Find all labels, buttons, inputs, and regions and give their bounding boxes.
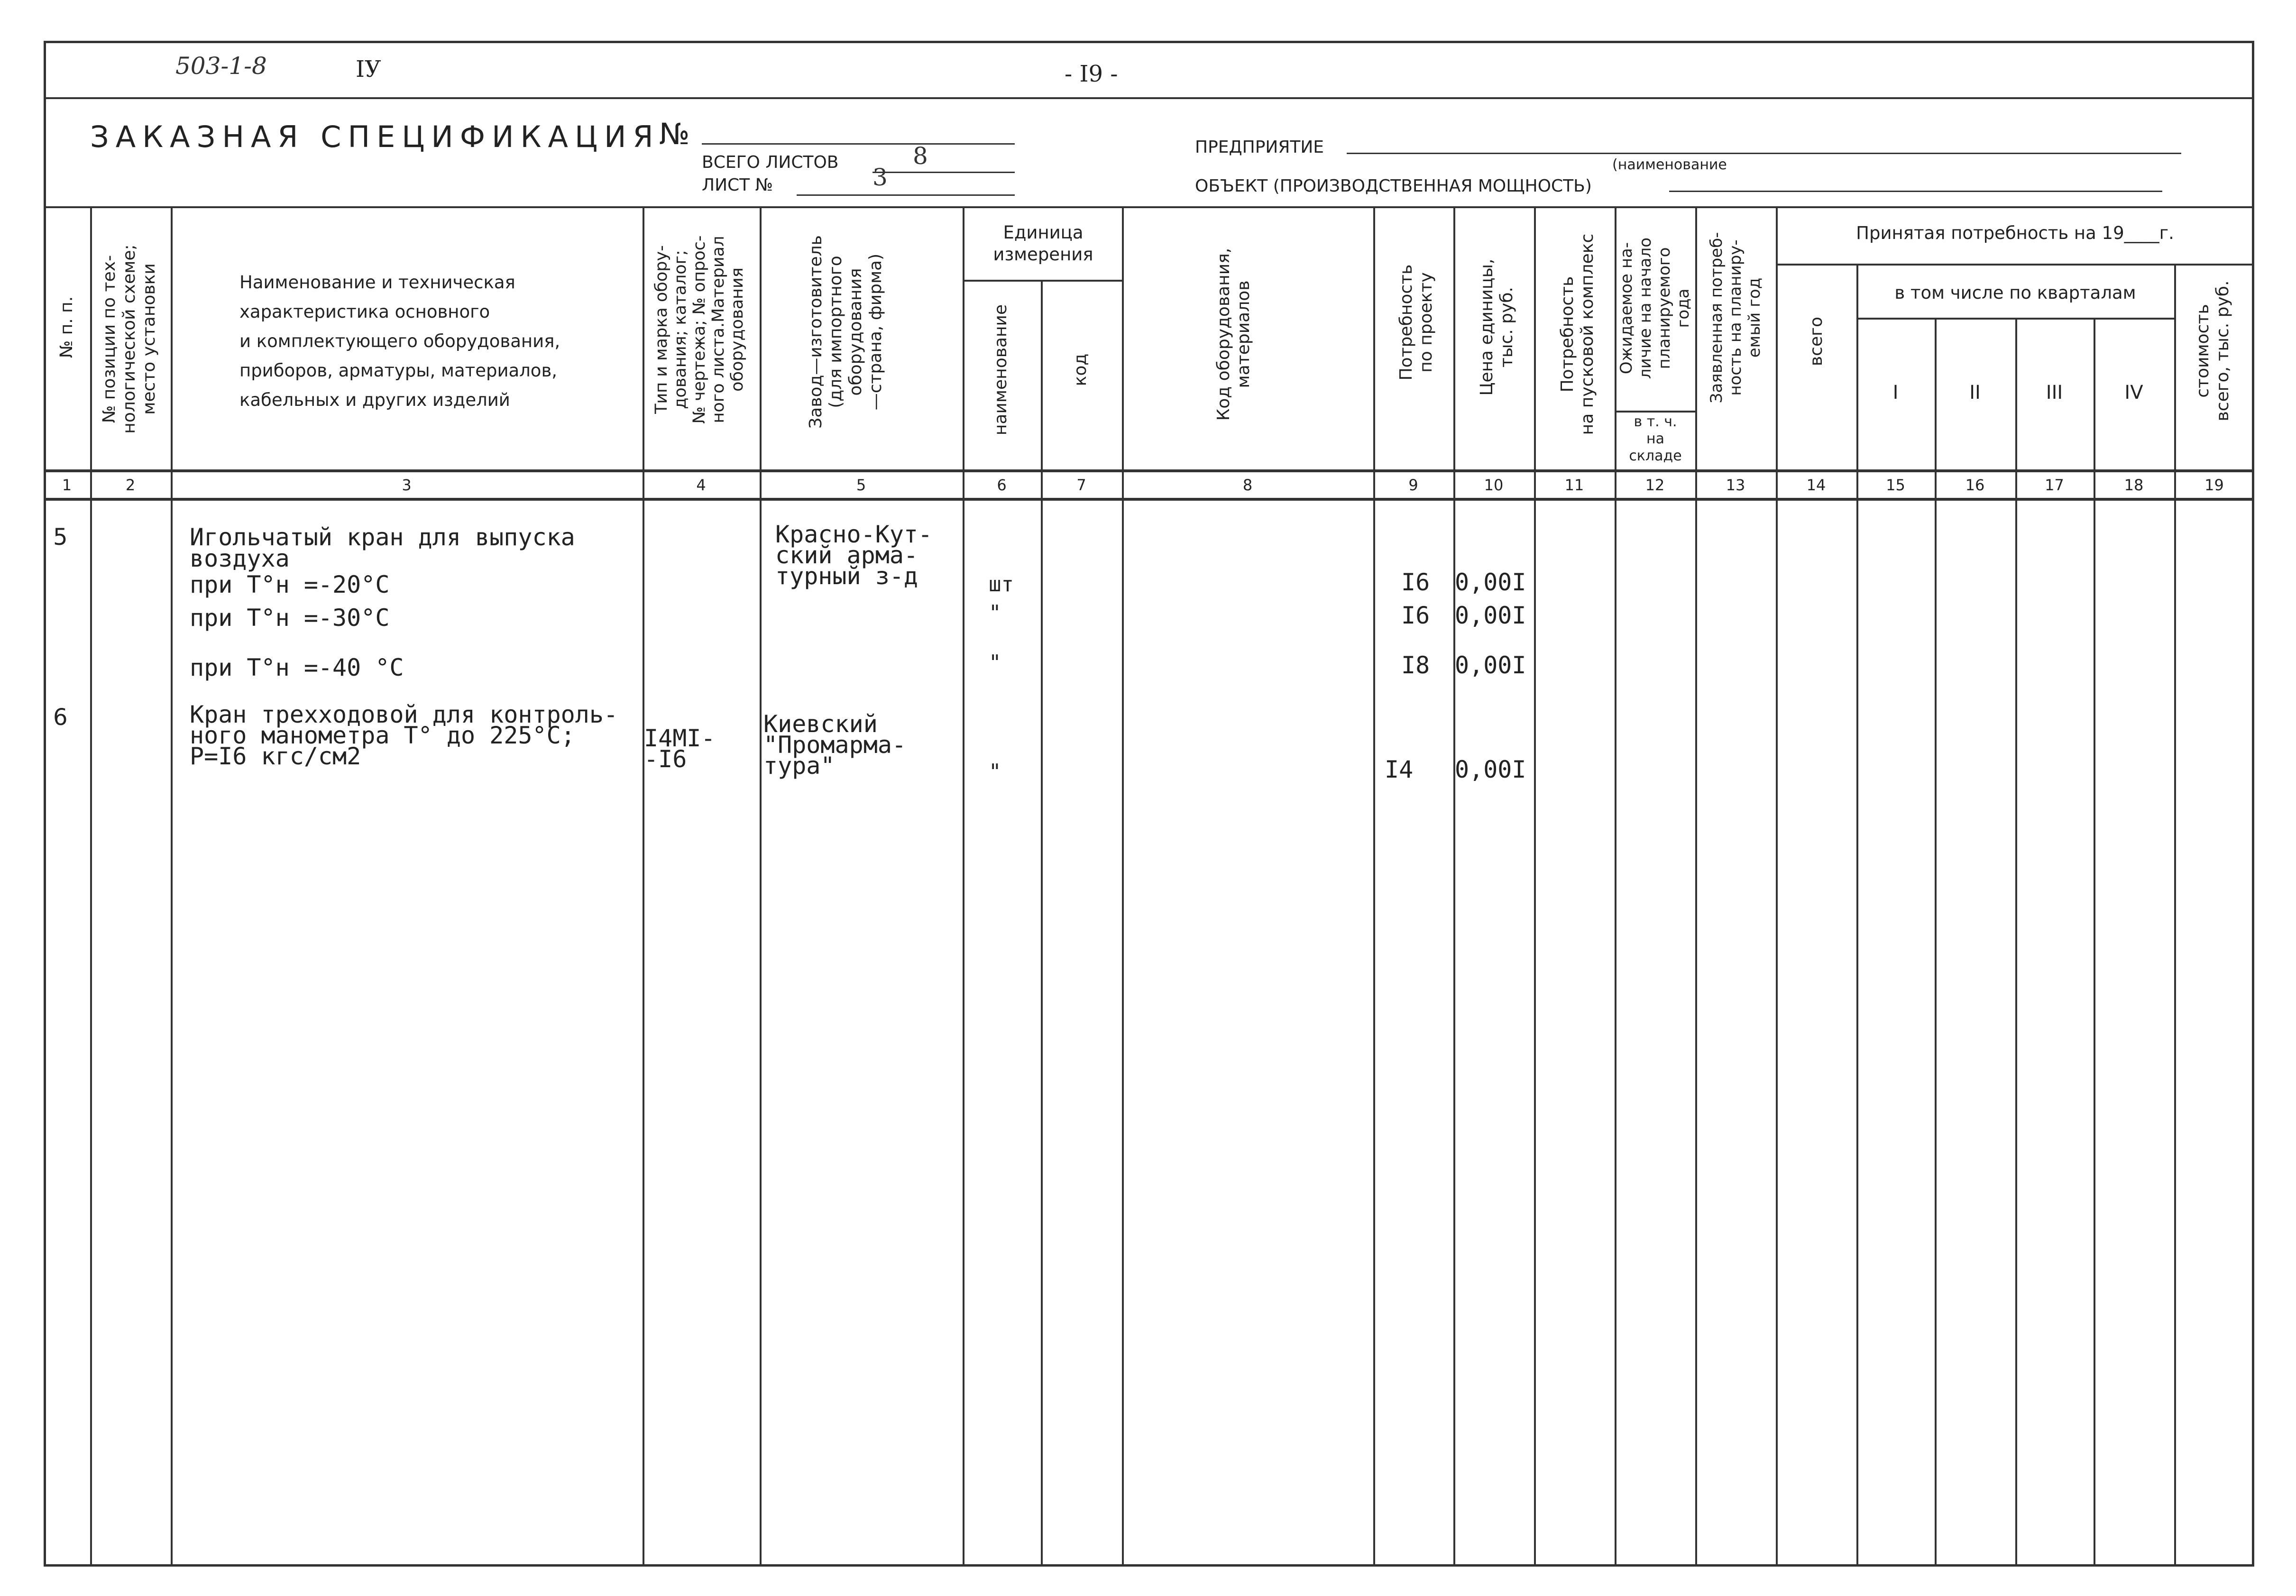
row-number: 5 bbox=[53, 524, 68, 550]
col-header-unit-group: Единица измерения bbox=[993, 222, 1093, 265]
col-divider bbox=[1776, 206, 1778, 1567]
unit-price: 0,00I bbox=[1455, 651, 1526, 679]
col-header-12: Ожидаемое на- личие на начало планируемого года bbox=[1617, 237, 1693, 379]
col-divider bbox=[171, 206, 173, 1567]
col-header-10: Цена единицы, тыс. руб. bbox=[1477, 258, 1516, 396]
number-sign: № bbox=[659, 117, 690, 151]
column-number: 14 bbox=[1806, 476, 1826, 494]
col-header-12-sub: в т. ч. на складе bbox=[1629, 413, 1682, 464]
enterprise-underline bbox=[1347, 153, 2181, 154]
column-number: 13 bbox=[1726, 476, 1745, 494]
col-header-11: Потребность на пусковой комплекс bbox=[1558, 233, 1597, 435]
column-number: 9 bbox=[1408, 476, 1418, 494]
column-number: 18 bbox=[2124, 476, 2144, 494]
col-header-3: Наименование и техническая характеристика основного и комплектующего оборудования, приборов, арматуры, материалов, кабельных и других изделий bbox=[239, 272, 560, 410]
col-header-5: Завод—изготовитель (для импортного оборудования —страна, фирма) bbox=[806, 235, 885, 429]
total-sheets-underline bbox=[872, 172, 1015, 173]
row-number: 6 bbox=[53, 704, 68, 731]
accepted-subheader-rule bbox=[1776, 264, 2254, 266]
column-number: 15 bbox=[1886, 476, 1905, 494]
col-header-6: наименование bbox=[991, 304, 1010, 436]
form-title: ЗАКАЗНАЯ СПЕЦИФИКАЦИЯ bbox=[90, 119, 660, 154]
column-number: 4 bbox=[696, 476, 706, 494]
number-underline bbox=[702, 143, 1015, 145]
column-number: 2 bbox=[125, 476, 136, 494]
total-sheets-value: 8 bbox=[913, 142, 928, 170]
col-divider bbox=[643, 206, 644, 1567]
table-header-top-rule bbox=[44, 206, 2254, 208]
col-divider bbox=[760, 206, 762, 1567]
colnum-top-rule bbox=[44, 469, 2254, 472]
column-number: 3 bbox=[402, 476, 412, 494]
column-number: 16 bbox=[1965, 476, 1985, 494]
header-bottom-rule bbox=[44, 97, 2254, 99]
unit-name: шт bbox=[989, 572, 1014, 596]
col-divider bbox=[1534, 206, 1536, 1567]
col-header-15: I bbox=[1892, 382, 1899, 404]
col-header-9: Потребность по проекту bbox=[1396, 264, 1436, 381]
col-divider bbox=[2015, 318, 2017, 1567]
unit-name: " bbox=[989, 601, 1001, 625]
column-number: 5 bbox=[856, 476, 866, 494]
col-divider bbox=[963, 206, 964, 1567]
col-header-4: Тип и марка обору- дования; каталог; № чертежа; № опрос- ного листа.Материал оборудования bbox=[652, 235, 747, 424]
column-number: 10 bbox=[1484, 476, 1504, 494]
unit-price: 0,00I bbox=[1455, 756, 1526, 783]
col-divider bbox=[1373, 206, 1375, 1567]
quantity: I6 bbox=[1401, 602, 1430, 629]
total-sheets-label: ВСЕГО ЛИСТОВ bbox=[702, 153, 839, 172]
document-code: 503-1-8 bbox=[175, 52, 267, 80]
sheet-underline bbox=[797, 194, 1015, 196]
col-divider bbox=[1856, 264, 1858, 1567]
column-number: 19 bbox=[2204, 476, 2224, 494]
column-number: 6 bbox=[997, 476, 1007, 494]
manufacturer: Красно-Кут- ский арма- турный з-д bbox=[775, 521, 933, 590]
c12-subheader-rule bbox=[1615, 411, 1695, 413]
quantity: I8 bbox=[1401, 651, 1430, 679]
column-number: 8 bbox=[1242, 476, 1253, 494]
object-label: ОБЪЕКТ (ПРОИЗВОДСТВЕННАЯ МОЩНОСТЬ) bbox=[1195, 176, 1592, 196]
col-divider bbox=[1453, 206, 1455, 1567]
col-divider bbox=[1695, 206, 1697, 1567]
col-header-7: код bbox=[1071, 353, 1090, 386]
column-number: 7 bbox=[1076, 476, 1086, 494]
colnum-bottom-rule bbox=[44, 498, 2254, 501]
sheet-label: ЛИСТ № bbox=[702, 175, 773, 195]
item-name-line: при Т°н =-20°С bbox=[190, 571, 390, 598]
col-header-8: Код оборудования, материалов bbox=[1214, 248, 1253, 421]
item-name: Кран трехходовой для контроль- ного манометра Т° до 225°С; Р=I6 кгс/см2 bbox=[190, 701, 618, 770]
unit-price: 0,00I bbox=[1455, 602, 1526, 629]
page-number: - I9 - bbox=[1065, 61, 1118, 87]
col-header-16: II bbox=[1969, 382, 1981, 404]
quantity: I4 bbox=[1385, 756, 1414, 783]
item-name-line: при Т°н =-40 °С bbox=[190, 654, 404, 681]
volume-number: IУ bbox=[356, 56, 381, 83]
unit-name: " bbox=[989, 760, 1001, 784]
col-divider bbox=[1122, 206, 1124, 1567]
col-divider bbox=[90, 206, 92, 1567]
col-header-14: всего bbox=[1807, 316, 1826, 367]
enterprise-label: ПРЕДПРИЯТИЕ bbox=[1195, 138, 1324, 157]
naming-label: (наименование bbox=[1612, 156, 1727, 173]
col-header-17: III bbox=[2046, 382, 2063, 404]
col-header-19: стоимость всего, тыс. руб. bbox=[2193, 280, 2232, 422]
column-number: 17 bbox=[2045, 476, 2064, 494]
sheet-value: 3 bbox=[872, 164, 888, 191]
col-header-18: IV bbox=[2124, 382, 2143, 404]
object-underline bbox=[1669, 191, 2162, 192]
col-divider bbox=[2174, 264, 2176, 1567]
col-header-quarters-group: в том числе по кварталам bbox=[1894, 283, 2136, 303]
column-number: 11 bbox=[1564, 476, 1584, 494]
col-header-2: № позиции по тех- нологической схеме; место установки bbox=[100, 244, 159, 434]
column-number: 12 bbox=[1645, 476, 1665, 494]
col-divider bbox=[1615, 206, 1616, 1567]
quantity: I6 bbox=[1401, 569, 1430, 596]
unit-name: " bbox=[989, 651, 1001, 675]
col-divider bbox=[1935, 318, 1937, 1567]
item-name-line: воздуха bbox=[190, 545, 290, 572]
manufacturer: Киевский "Промарма- тура" bbox=[763, 710, 907, 780]
col-header-1: № п. п. bbox=[57, 296, 76, 358]
unit-price: 0,00I bbox=[1455, 569, 1526, 596]
col-header-13: Заявленная потреб- ность на планиру- емый год bbox=[1707, 232, 1764, 404]
column-number: 1 bbox=[62, 476, 72, 494]
item-name-line: при Т°н =-30°С bbox=[190, 604, 390, 632]
item-name-line: Игольчатый кран для выпуска bbox=[190, 523, 575, 551]
col-divider bbox=[2094, 318, 2095, 1567]
equipment-type: I4МI- -I6 bbox=[644, 725, 716, 773]
col-header-accepted-group: Принятая потребность на 19____г. bbox=[1856, 223, 2174, 243]
